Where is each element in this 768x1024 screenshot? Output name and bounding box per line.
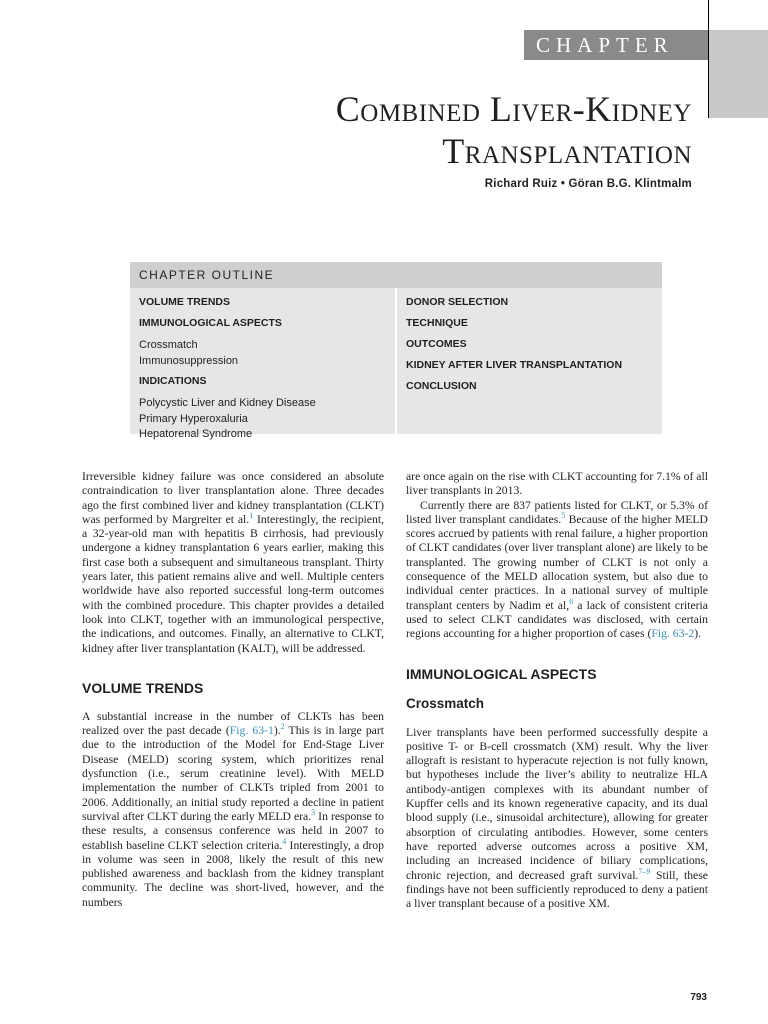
outline-divider (395, 288, 397, 434)
text-run: Still, these findings have not been sufficiently reproduced to deny a patient a liver transplant because of a positive XM. (406, 868, 708, 911)
title-line-1: Combined Liver-Kidney (335, 89, 692, 129)
text-run: ). (694, 627, 702, 641)
reference-link[interactable]: 7–9 (638, 866, 651, 876)
section-heading-immunological-aspects: IMMUNOLOGICAL ASPECTS (406, 665, 597, 682)
figure-link[interactable]: Fig. 63-1 (229, 724, 274, 738)
outline-subitem: Crossmatch (139, 339, 198, 351)
outline-heading: INDICATIONS (139, 375, 207, 387)
page-number: 793 (690, 992, 707, 1003)
continued-paragraph: are once again on the rise with CLKT accounting for 7.1% of all liver transplants in 2013. (406, 470, 708, 498)
text-run: In response to these results, a consensus conference was held in 2007 to establish baseline CLKT selection criteria. (82, 809, 384, 852)
chapter-label: CHAPTER 63 (524, 30, 708, 60)
text-run: Interestingly, a drop in volume was seen in 2008, likely the result of this new published awareness and backlash from the kidney transplant community. The decline was short-lived, however, and the numbers (82, 838, 384, 909)
title-line-2: Transplantation (442, 131, 692, 171)
outline-subitem: Polycystic Liver and Kidney Disease (139, 397, 316, 409)
subsection-heading-crossmatch: Crossmatch (406, 695, 485, 711)
text-run: ). (273, 724, 281, 738)
page-title (336, 88, 692, 172)
outline-heading: IMMUNOLOGICAL ASPECTS (139, 317, 282, 329)
left-column (82, 470, 384, 910)
outline-heading: CONCLUSION (406, 380, 477, 392)
text-run: Interestingly, the recipient, a 32-year-old man with hepatitis B cirrhosis, had previously undergone a kidney transplantation 6 years earlier, making this first case both a subsequent and simultaneous transplant. Thirty years later, this patient remains alive and well. Multiple centers worldwide have also reported successful long-term outcomes with the combined procedure. This chapter provides a detailed look into CLKT, together with an immunological perspective, the indications, and outcomes. Finally, an alternative to CLKT, kidney after liver transplantation (KALT), will be addressed. (82, 512, 384, 655)
text-run: Irreversible kidney failure was once considered an absolute contraindication to liver transplantation alone. Three decades ago the first combined liver and kidney transplantation (CLKT) was performed by Margreiter et al. (82, 470, 384, 526)
authors: Richard Ruiz • Göran B.G. Klintmalm (484, 178, 692, 190)
outline-heading: KIDNEY AFTER LIVER TRANSPLANTATION (406, 359, 623, 371)
section-heading-volume-trends: VOLUME TRENDS (82, 679, 204, 696)
outline-columns (130, 288, 662, 440)
chapter-outline (130, 262, 662, 440)
outline-heading: VOLUME TRENDS (139, 296, 231, 308)
text-run: A substantial increase in the number of CLKTs has been realized over the past decade ( (82, 709, 384, 738)
outline-heading: TECHNIQUE (406, 317, 468, 329)
clkt-listing-paragraph (406, 499, 708, 642)
reference-link[interactable]: 2 (280, 722, 285, 732)
outline-heading: OUTCOMES (406, 338, 467, 350)
outline-subitem: Hepatorenal Syndrome (139, 428, 253, 440)
outline-right-column (406, 296, 656, 401)
outline-header: CHAPTER OUTLINE (130, 262, 662, 288)
text-run: a lack of consistent criteria used to select CLKT candidates was disclosed, with certain regions accounting for a higher proportion of cases ( (406, 598, 708, 641)
text-run: This is in large part due to the introduction of the Model for End-Stage Liver Disease (MELD) scoring system, which prioritizes renal dysfunction (i.e., serum creatinine level). With MELD implementation the number of CLKTs tripled from 2001 to 2006. Additionally, an initial study reported a decline in patient survival after CLKT during the early MELD era. (82, 724, 385, 823)
right-column (406, 470, 708, 911)
edge-tab-block (709, 30, 768, 118)
reference-link[interactable]: 3 (311, 808, 316, 818)
text-run: Liver transplants have been performed successfully despite a positive T- or B-cell crossmatch (XM) result. Why the liver allograft is resistant to hyperacute rejection is not fully known, but hypotheses include the liver’s ability to neutralize HLA antibody-antigen complexes with its abundant number of Kupffer cells and its known regenerative capacity, and its dual blood supply (i.e., sinusoidal architecture), allowing for greater absorption of circulating antibodies. However, some centers have reported adverse outcomes across a positive XM, including an increased incidence of biliary complications, chronic rejection, and decreased graft survival. (406, 725, 708, 882)
figure-link[interactable]: Fig. 63-2 (651, 627, 695, 641)
outline-heading: DONOR SELECTION (406, 296, 509, 308)
reference-link[interactable]: 6 (569, 596, 574, 606)
volume-trends-paragraph (82, 710, 384, 910)
intro-paragraph (82, 470, 384, 656)
reference-link[interactable]: 1 (249, 511, 254, 520)
outline-left-column (139, 296, 394, 443)
reference-link[interactable]: 4 (282, 836, 287, 846)
outline-subitem: Primary Hyperoxaluria (139, 412, 248, 425)
text-run: Because of the higher MELD scores accrued by patients with renal failure, a higher proportion of CLKT candidates (over liver transplant alone) are likely to be transplanted. The growing number of CLKT is not only a consequence of the MELD allocation system, but also due to individual center practices. In a national survey of multiple transplant centers by Nadim et al, (406, 512, 708, 612)
reference-link[interactable]: 5 (561, 511, 566, 520)
text-run: Currently there are 837 patients listed for CLKT, or 5.3% of listed liver transplant candidates. (406, 498, 708, 526)
outline-subitem: Immunosuppression (139, 354, 239, 367)
crossmatch-paragraph (406, 726, 708, 912)
